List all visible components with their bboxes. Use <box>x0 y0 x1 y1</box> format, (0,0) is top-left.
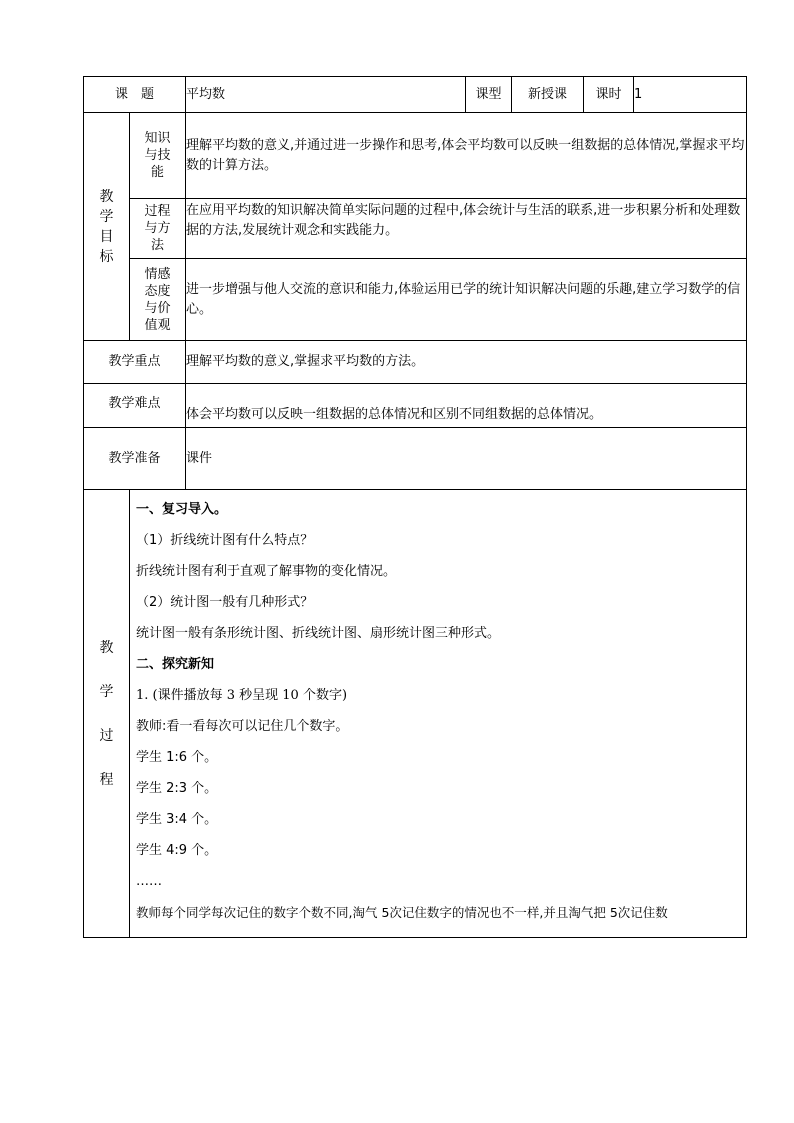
process-line: 二、探究新知 <box>136 657 215 672</box>
goal-label-line: 知识 <box>144 131 171 146</box>
goal-label-line: 情感 <box>144 266 171 282</box>
hours-label: 课时 <box>584 77 634 113</box>
hours-value: 1 <box>634 77 747 113</box>
key-point-row <box>84 341 747 384</box>
goal-label-line: 与方 <box>144 221 171 236</box>
process-line: 学生 2:3 个。 <box>136 781 218 796</box>
goal-label-line: 与技 <box>144 148 171 163</box>
goals-label-char: 目 <box>99 228 114 245</box>
goal-label-line: 值观 <box>144 317 171 333</box>
key-point-label: 教学重点 <box>84 341 186 384</box>
goal-text-attitude: 进一步增强与他人交流的意识和能力,体验运用已学的统计知识解决问题的乐趣,建立学习数学的信心。 <box>186 259 747 341</box>
goal-label-line: 法 <box>151 238 165 253</box>
goal-text-process: 在应用平均数的知识解决简单实际问题的过程中,体会统计与生活的联系,进一步积累分析和处理数据的方法,发展统计观念和实践能力。 <box>186 199 747 259</box>
difficulty-label: 教学难点 <box>84 384 186 428</box>
process-label <box>84 490 130 938</box>
goal-label-line: 与价 <box>144 300 171 316</box>
process-label-char: 教 <box>99 639 114 656</box>
process-line: 一、复习导入。 <box>136 502 228 517</box>
process-line: 教师:看一看每次可以记住几个数字。 <box>136 719 349 734</box>
key-point-text: 理解平均数的意义,掌握求平均数的方法。 <box>186 341 747 384</box>
process-line: 折线统计图有利于直观了解事物的变化情况。 <box>136 564 397 579</box>
goal-row-attitude <box>84 259 747 341</box>
goals-label-char: 教 <box>99 188 114 205</box>
type-label: 课型 <box>466 77 512 113</box>
header-row <box>84 77 747 113</box>
goals-label <box>84 113 130 341</box>
lesson-plan-table <box>83 76 747 938</box>
goal-row-process <box>84 199 747 259</box>
process-line: 1. (课件播放每 3 秒呈现 10 个数字) <box>136 688 348 703</box>
process-line: （1）折线统计图有什么特点？ <box>136 533 314 548</box>
process-line: 学生 4:9 个。 <box>136 843 218 858</box>
process-label-char: 学 <box>99 683 114 700</box>
goals-label-char: 标 <box>99 248 114 265</box>
preparation-row <box>84 428 747 490</box>
goal-label-line: 过程 <box>144 204 171 219</box>
process-line: （2）统计图一般有几种形式？ <box>136 595 314 610</box>
goal-label-knowledge <box>130 113 186 199</box>
topic-value: 平均数 <box>186 77 466 113</box>
goal-label-line: 态度 <box>144 283 171 299</box>
process-label-char: 程 <box>99 771 114 788</box>
goals-label-char: 学 <box>99 208 114 225</box>
process-line: …… <box>136 874 162 889</box>
process-label-char: 过 <box>99 727 114 744</box>
goal-label-process <box>130 199 186 259</box>
process-line: 教师每个同学每次记住的数字个数不同,淘气 5次记住数字的情况也不一样,并且淘气把 5次记住数 <box>136 905 668 920</box>
process-row <box>84 490 747 938</box>
difficulty-text: 体会平均数可以反映一组数据的总体情况和区别不同组数据的总体情况。 <box>186 384 747 428</box>
difficulty-row <box>84 384 747 428</box>
goal-label-attitude <box>130 259 186 341</box>
goal-text-knowledge: 理解平均数的意义,并通过进一步操作和思考,体会平均数可以反映一组数据的总体情况,掌握求平均数的计算方法。 <box>186 113 747 199</box>
goal-row-knowledge <box>84 113 747 199</box>
preparation-text: 课件 <box>186 428 747 490</box>
type-value: 新授课 <box>512 77 584 113</box>
preparation-label: 教学准备 <box>84 428 186 490</box>
process-line: 学生 3:4 个。 <box>136 812 218 827</box>
goal-label-line: 能 <box>151 165 165 180</box>
process-line: 统计图一般有条形统计图、折线统计图、扇形统计图三种形式。 <box>136 626 501 641</box>
process-line: 学生 1:6 个。 <box>136 750 218 765</box>
topic-label: 课 题 <box>84 77 186 113</box>
process-content <box>130 490 747 938</box>
